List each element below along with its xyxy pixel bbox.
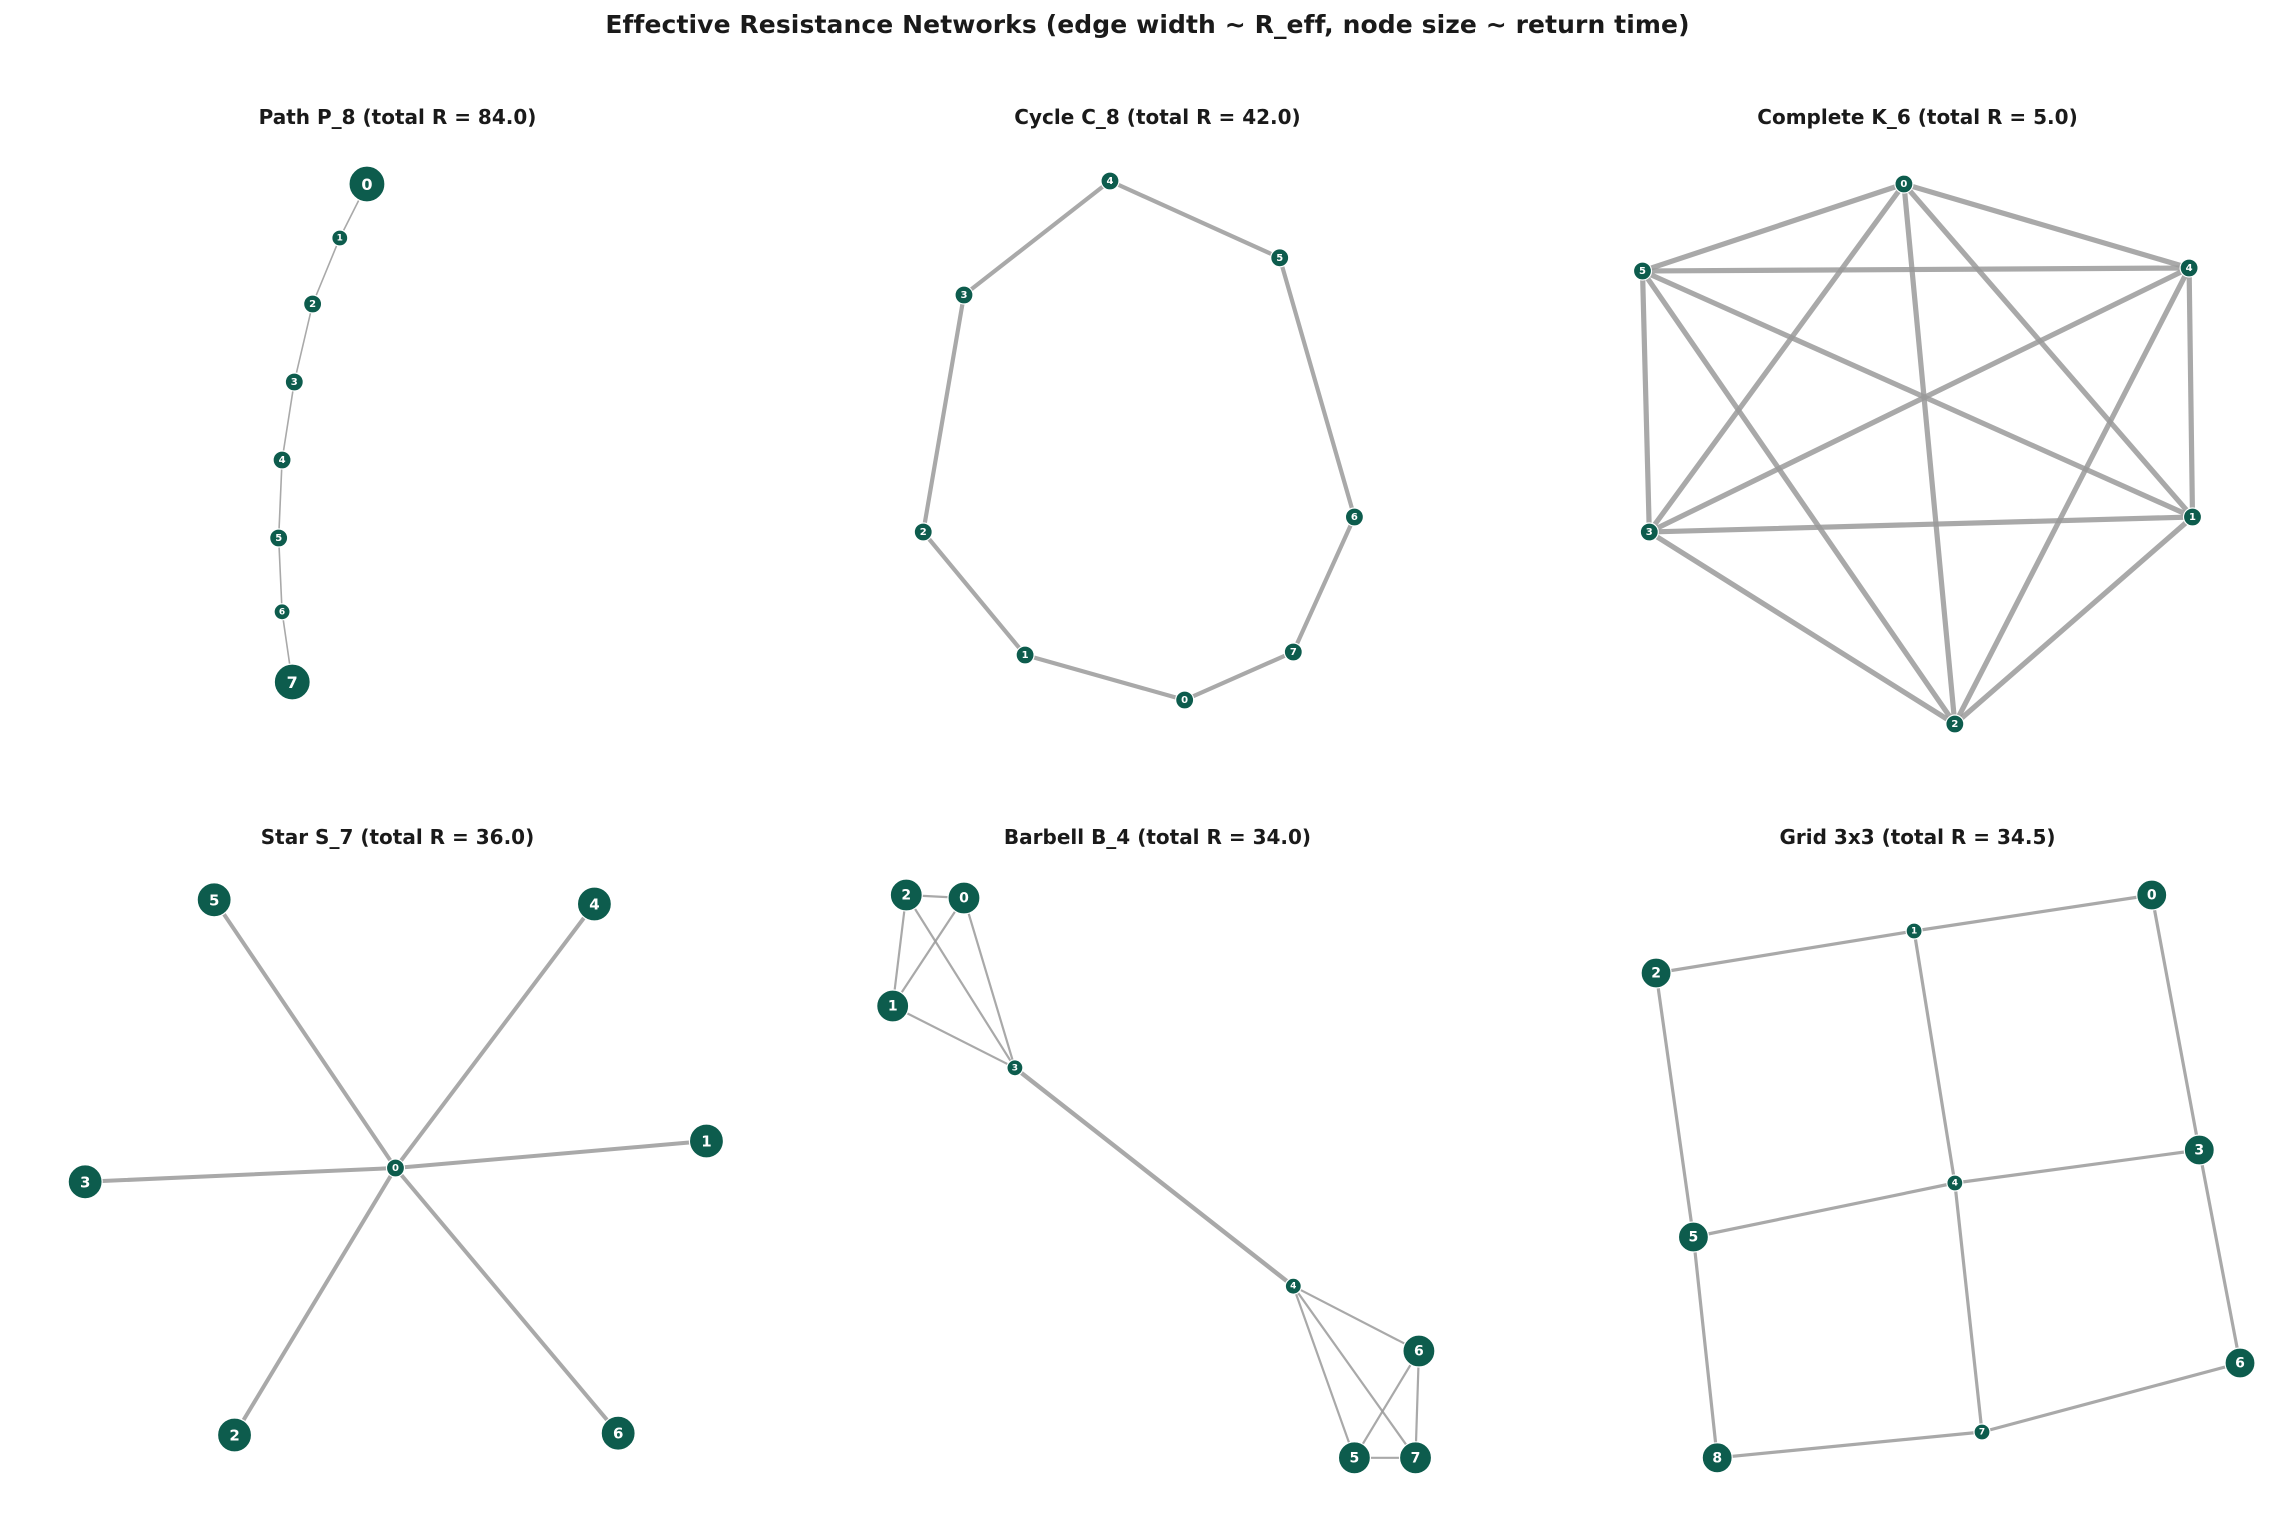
- graph-node[interactable]: [274, 664, 310, 700]
- edge-layer: [1643, 184, 2193, 724]
- graph-node[interactable]: [285, 373, 303, 391]
- graph-node[interactable]: [1016, 646, 1034, 664]
- graph-edge: [1643, 271, 1650, 532]
- node-label: 6: [2235, 1355, 2245, 1372]
- network-complete-k6: [1560, 139, 2275, 775]
- graph-edge: [395, 1141, 706, 1168]
- graph-node[interactable]: [1702, 1443, 1732, 1473]
- node-label: 2: [309, 299, 317, 310]
- edge-layer: [893, 895, 1419, 1458]
- panel-title-star-s7: Star S_7 (total R = 36.0): [260, 825, 535, 849]
- graph-edge: [1649, 517, 2192, 532]
- graph-node[interactable]: [2184, 1135, 2214, 1165]
- graph-edge: [923, 532, 1025, 655]
- graph-area-cycle-c8: [800, 139, 1515, 775]
- node-label: 5: [275, 533, 283, 544]
- node-label: 5: [208, 891, 220, 910]
- graph-edge: [1293, 517, 1354, 652]
- graph-edge: [1649, 532, 1955, 724]
- graph-node[interactable]: [1271, 249, 1289, 267]
- node-label: 7: [1289, 647, 1297, 658]
- graph-edge: [1656, 931, 1914, 973]
- graph-node[interactable]: [274, 604, 290, 620]
- node-label: 4: [589, 895, 600, 914]
- node-label: 2: [919, 527, 927, 538]
- graph-edge: [1914, 931, 1955, 1183]
- graph-node[interactable]: [218, 1418, 252, 1452]
- graph-edge: [2199, 1150, 2240, 1363]
- graph-edge: [1955, 268, 2189, 724]
- graph-node[interactable]: [1974, 1424, 1990, 1440]
- graph-edge: [906, 895, 1015, 1068]
- graph-edge: [279, 538, 282, 612]
- node-label: 6: [1350, 512, 1358, 523]
- graph-edge: [2152, 895, 2200, 1150]
- figure-title: Effective Resistance Networks (edge width ~ R_eff, node size ~ return time): [605, 10, 1690, 39]
- graph-edge: [85, 1168, 395, 1182]
- graph-edge: [1015, 1068, 1293, 1286]
- graph-node[interactable]: [197, 883, 231, 917]
- node-label: 2: [1651, 965, 1661, 982]
- graph-area-barbell-b4: [800, 859, 1515, 1495]
- edge-layer: [279, 184, 367, 682]
- panel-path-p8: [40, 105, 755, 775]
- node-label: 3: [2194, 1142, 2205, 1159]
- graph-edge: [1293, 1286, 1415, 1458]
- node-label: 8: [1712, 1450, 1723, 1467]
- graph-node[interactable]: [1400, 1442, 1432, 1474]
- panel-barbell-b4: [800, 825, 1515, 1495]
- node-label: 3: [960, 290, 968, 301]
- network-barbell-b4: [800, 859, 1515, 1495]
- node-label: 7: [286, 673, 298, 692]
- graph-node[interactable]: [349, 166, 385, 202]
- graph-area-grid-3x3: [1560, 859, 2275, 1495]
- graph-node[interactable]: [1101, 172, 1119, 190]
- graph-edge: [1354, 1351, 1419, 1458]
- graph-edge: [1185, 652, 1294, 700]
- node-label: 1: [887, 998, 898, 1015]
- graph-node[interactable]: [2183, 508, 2201, 526]
- graph-edge: [294, 304, 312, 382]
- graph-node[interactable]: [1007, 1060, 1023, 1076]
- graph-edge: [235, 1168, 396, 1435]
- node-label: 6: [1414, 1343, 1424, 1360]
- graph-edge: [1955, 1183, 1982, 1432]
- graph-edge: [1914, 895, 2152, 931]
- node-label: 0: [361, 175, 373, 194]
- graph-node[interactable]: [955, 286, 973, 304]
- node-label: 5: [1276, 252, 1284, 264]
- graph-edge: [1643, 184, 1904, 271]
- panel-title-path-p8: Path P_8 (total R = 84.0): [258, 105, 537, 129]
- edge-layer: [923, 181, 1354, 700]
- graph-node[interactable]: [890, 879, 922, 911]
- graph-edge: [964, 898, 1015, 1068]
- graph-area-complete-k6: [1560, 139, 2275, 775]
- node-label: 5: [1688, 1229, 1699, 1246]
- node-label: 4: [278, 455, 286, 466]
- node-label: 3: [79, 1173, 91, 1192]
- graph-edge: [395, 904, 594, 1168]
- graph-node[interactable]: [1403, 1335, 1435, 1367]
- node-label: 4: [1106, 176, 1114, 187]
- node-label: 7: [1978, 1427, 1986, 1438]
- graph-node[interactable]: [2225, 1348, 2255, 1378]
- graph-area-path-p8: [40, 139, 755, 775]
- graph-edge: [1025, 655, 1185, 700]
- network-path-p8: [40, 139, 755, 775]
- graph-edge: [1904, 184, 1955, 724]
- graph-node[interactable]: [877, 990, 909, 1022]
- graph-edge: [279, 460, 282, 538]
- node-label: 0: [2146, 887, 2157, 904]
- graph-node[interactable]: [1947, 1175, 1963, 1191]
- graph-edge: [1955, 1150, 2199, 1183]
- graph-area-star-s7: [40, 859, 755, 1495]
- graph-node[interactable]: [1895, 175, 1913, 193]
- network-grid-3x3: [1560, 859, 2275, 1495]
- node-layer: [68, 883, 723, 1452]
- node-label: 5: [1639, 266, 1646, 277]
- node-label: 0: [1181, 695, 1189, 706]
- graph-edge: [1955, 517, 2193, 724]
- graph-node[interactable]: [1345, 508, 1363, 526]
- node-label: 5: [1349, 1450, 1360, 1467]
- graph-edge: [1280, 258, 1355, 517]
- graph-node[interactable]: [270, 529, 288, 547]
- node-label: 3: [1645, 527, 1653, 538]
- node-label: 6: [278, 607, 286, 618]
- panel-cycle-c8: [800, 105, 1515, 775]
- graph-edge: [1717, 1432, 1982, 1458]
- graph-edge: [395, 1168, 618, 1433]
- graph-node[interactable]: [1338, 1442, 1370, 1474]
- graph-node[interactable]: [273, 451, 291, 469]
- graph-node[interactable]: [68, 1165, 102, 1199]
- graph-node[interactable]: [1641, 958, 1671, 988]
- node-label: 1: [1910, 926, 1918, 937]
- panel-title-cycle-c8: Cycle C_8 (total R = 42.0): [1014, 105, 1301, 129]
- node-label: 1: [336, 233, 343, 244]
- graph-node[interactable]: [689, 1124, 723, 1158]
- graph-node[interactable]: [1640, 523, 1658, 541]
- graph-node[interactable]: [332, 230, 348, 246]
- graph-edge: [1110, 181, 1280, 258]
- edge-layer: [1656, 895, 2240, 1458]
- node-label: 6: [612, 1424, 624, 1443]
- graph-edge: [1693, 1237, 1717, 1458]
- graph-node[interactable]: [2137, 880, 2167, 910]
- panel-title-complete-k6: Complete K_6 (total R = 5.0): [1757, 105, 2078, 129]
- node-label: 0: [1900, 179, 1908, 190]
- panel-complete-k6: [1560, 105, 2275, 775]
- node-layer: [1634, 175, 2202, 733]
- graph-node[interactable]: [1634, 262, 1652, 280]
- graph-edge: [1649, 184, 1904, 532]
- graph-node[interactable]: [914, 523, 932, 541]
- graph-node[interactable]: [304, 295, 322, 313]
- node-layer: [914, 172, 1363, 709]
- graph-node[interactable]: [2180, 259, 2198, 277]
- graph-node[interactable]: [1285, 1278, 1301, 1294]
- panel-title-barbell-b4: Barbell B_4 (total R = 34.0): [1003, 825, 1312, 849]
- network-cycle-c8: [800, 139, 1515, 775]
- panel-title-grid-3x3: Grid 3x3 (total R = 34.5): [1779, 825, 2056, 849]
- graph-edge: [282, 382, 294, 460]
- network-star-s7: [40, 859, 755, 1495]
- node-label: 2: [1951, 719, 1959, 730]
- graph-edge: [1643, 268, 2190, 271]
- node-label: 0: [391, 1163, 399, 1174]
- node-label: 2: [229, 1426, 240, 1445]
- graph-node[interactable]: [1678, 1222, 1708, 1252]
- node-label: 1: [1021, 650, 1029, 661]
- graph-edge: [214, 900, 395, 1168]
- graph-edge: [313, 238, 340, 304]
- node-label: 4: [1951, 1178, 1958, 1189]
- panel-grid-3x3: [1560, 825, 2275, 1495]
- node-label: 3: [290, 377, 298, 388]
- graph-edge: [1693, 1183, 1954, 1237]
- node-label: 4: [1290, 1281, 1297, 1292]
- node-label: 0: [959, 890, 969, 907]
- node-label: 1: [2189, 512, 2196, 523]
- graph-node[interactable]: [386, 1159, 404, 1177]
- node-label: 3: [1011, 1063, 1019, 1074]
- graph-node[interactable]: [601, 1416, 635, 1450]
- panel-star-s7: [40, 825, 755, 1495]
- graph-edge: [1904, 184, 2189, 268]
- graph-edge: [923, 295, 964, 532]
- graph-node[interactable]: [1946, 715, 1964, 733]
- graph-edge: [1982, 1363, 2240, 1432]
- graph-edge: [1656, 973, 1693, 1237]
- node-label: 2: [901, 887, 912, 904]
- graph-node[interactable]: [1284, 643, 1302, 661]
- graph-node[interactable]: [1176, 691, 1194, 709]
- graph-node[interactable]: [1906, 923, 1922, 939]
- node-label: 1: [701, 1132, 712, 1151]
- node-label: 4: [2185, 263, 2193, 274]
- graph-node[interactable]: [577, 887, 611, 921]
- graph-edge: [2189, 268, 2192, 517]
- graph-node[interactable]: [948, 882, 980, 914]
- node-label: 7: [1410, 1450, 1421, 1467]
- graph-edge: [964, 181, 1110, 295]
